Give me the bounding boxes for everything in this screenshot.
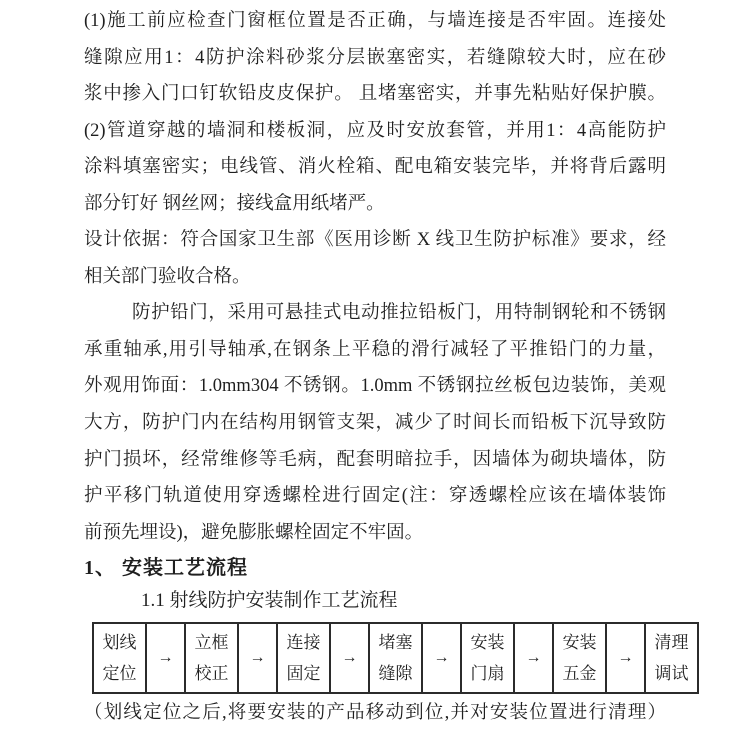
paragraph-line: 护门损坏，经常维修等毛病，配套明暗拉手，因墙体为砌块墙体，防 [84,449,666,470]
flow-step-label: 校正 [194,664,229,683]
paragraph-line: 设计依据：符合国家卫生部《医用诊断 X 线卫生防护标准》要求，经 [84,230,666,251]
flow-arrow-cell [330,623,369,693]
paragraph-line: 护平移门轨道使用穿透螺栓进行固定(注：穿透螺栓应该在墙体装饰 [84,486,666,507]
right-arrow-icon: → [525,649,542,666]
paragraph-line: 部分钉好 钢丝网；接线盒用纸堵严。 [84,193,385,214]
flow-step-label: 五金 [562,664,597,683]
flow-step-label: 固定 [286,664,321,683]
flow-arrow-cell [422,623,461,693]
paragraph-line: 防护铅门，采用可悬挂式电动推拉铅板门，用特制钢轮和不锈钢 [132,303,666,324]
flow-step-cell [553,623,606,693]
paragraph-line: 承重轴承,用引导轴承,在钢条上平稳的滑行减轻了平推铅门的力量， [84,339,666,360]
flow-step-label: 定位 [102,664,137,683]
right-arrow-icon: → [249,649,266,666]
body-text [84,3,666,551]
paragraph-line: 浆中掺入门口钉软铅皮皮保护。 且堵塞密实，并事先粘贴好保护膜。 [84,84,666,105]
flow-arrow-cell [514,623,553,693]
paragraph-line: 外观用饰面：1.0mm304 不锈钢。1.0mm 不锈钢拉丝板包边装饰，美观 [84,376,666,397]
flow-step-cell [461,623,514,693]
flow-step-cell [645,623,698,693]
right-arrow-icon: → [433,649,450,666]
flow-step-label: 堵塞 [378,633,413,652]
flow-step-cell [93,623,146,693]
paragraph-line: 大方，防护门内在结构用钢管支架，减少了时间长而铅板下沉导致防 [84,413,666,434]
flow-step-label: 划线 [102,633,137,652]
right-arrow-icon: → [341,649,358,666]
right-arrow-icon: → [157,649,174,666]
paragraph-line: 缝隙应用1：4防护涂料砂浆分层嵌塞密实，若缝隙较大时，应在砂 [84,47,666,68]
paragraph-line: 涂料填塞密实；电线管、消火栓箱、配电箱安装完毕，并将背后露明 [84,157,666,178]
flow-arrow-cell [606,623,645,693]
flow-step-label: 立框 [194,633,229,652]
flow-step-label: 安装 [470,633,505,652]
paragraph-line: (2)管道穿越的墙洞和楼板洞，应及时安放套管，并用1：4高能防护 [84,120,666,141]
flow-step-label: 安装 [562,633,597,652]
flow-step-cell [277,623,330,693]
flow-step-cell [369,623,422,693]
flow-step-label: 缝隙 [378,664,413,683]
section-heading: 1、 安装工艺流程 [84,557,248,579]
paragraph-line: 前预先埋设)，避免膨胀螺栓固定不牢固。 [84,522,424,543]
flow-step-cell [185,623,238,693]
table-caption: （划线定位之后,将要安装的产品移动到位,并对安装位置进行清理） [84,703,666,723]
subsection-heading: 1.1 射线防护安装制作工艺流程 [141,590,398,611]
right-arrow-icon: → [617,649,634,666]
flow-chart-row [93,623,698,693]
paragraph-line: 相关部门验收合格。 [84,266,251,287]
flow-step-label: 调试 [654,664,689,683]
flow-arrow-cell [146,623,185,693]
flow-chart-table [92,622,699,694]
flow-step-label: 清理 [654,633,689,652]
flow-arrow-cell [238,623,277,693]
paragraph-line: (1)施工前应检查门窗框位置是否正确，与墙连接是否牢固。连接处 [84,11,666,31]
flow-step-label: 门扇 [470,664,505,683]
flow-step-label: 连接 [286,633,321,652]
